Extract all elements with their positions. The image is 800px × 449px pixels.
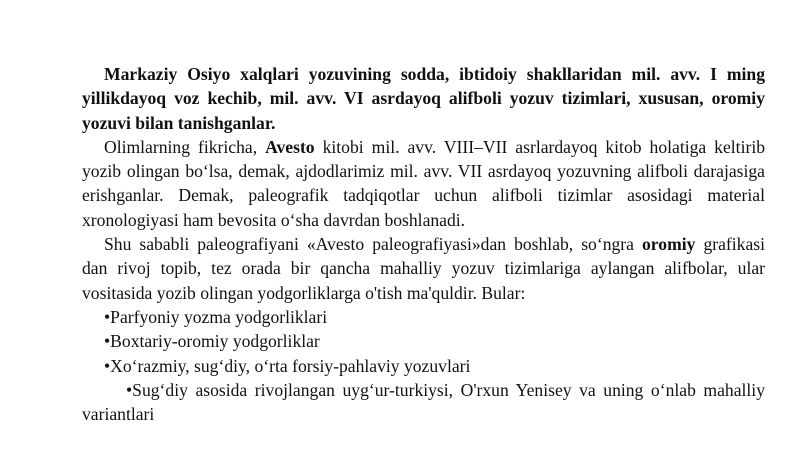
avesto-paragraph (82, 135, 765, 232)
bullet-icon: • (126, 379, 133, 400)
list-item-text: Boxtariy-oromiy yodgorliklar (110, 331, 320, 352)
oromiy-term: oromiy (642, 234, 696, 255)
list-item (82, 329, 765, 353)
list-item (82, 305, 765, 329)
paleography-paragraph (82, 232, 765, 305)
list-item (82, 354, 765, 378)
bullet-icon: • (104, 355, 111, 376)
bullet-icon: • (104, 306, 111, 327)
avesto-term: Avesto (265, 136, 315, 157)
list-item (82, 378, 765, 427)
monument-list (82, 305, 765, 426)
paleography-paragraph-rest: grafikasi dan rivoj topib, tez orada bir qancha mahalliy yozuv tizimlariga aylangan alifbolar, ular vositasida yozib olingan yodgorliklarga o'tish ma'quldir. Bular: (82, 234, 766, 303)
list-item-text: Xo‘razmiy, sug‘diy, o‘rta forsiy-pahlaviy yozuvlari (110, 355, 471, 376)
list-item-text: Parfyoniy yozma yodgorliklari (110, 306, 328, 327)
avesto-paragraph-rest: kitobi mil. avv. VIII–VII asrlardayoq kitob holatiga keltirib yozib olingan bo‘lsa, demak, ajdodlarimiz mil. avv. VII asrdayoq yozuvning alifboli darajasiga erishganlar. Demak, paleografik tadqiqotlar uchun alifboli tizimlar asosidagi material xronologiyasi ham bevosita o‘sha davrdan boshlanadi. (82, 136, 765, 230)
intro-paragraph: Markaziy Osiyo xalqlari yozuvining sodda, ibtidoiy shakllaridan mil. avv. I ming yillikdayoq voz kechib, mil. avv. VI asrdayoq alifboli yozuv tizimlari, xususan, oromiy yozuvi bilan tanishganlar. (82, 64, 765, 133)
text-body (82, 62, 765, 426)
avesto-paragraph-start: Olimlarning fikricha, (104, 136, 266, 157)
bullet-icon: • (104, 331, 111, 352)
list-item-text: Sug‘diy asosida rivojlangan uyg‘ur-turkiysi, O'rxun Yenisey va uning o‘nlab mahalliy variantlari (82, 379, 765, 425)
paleography-paragraph-start: Shu sababli paleografiyani «Avesto paleografiyasi»dan boshlab, so‘ngra (104, 234, 642, 255)
